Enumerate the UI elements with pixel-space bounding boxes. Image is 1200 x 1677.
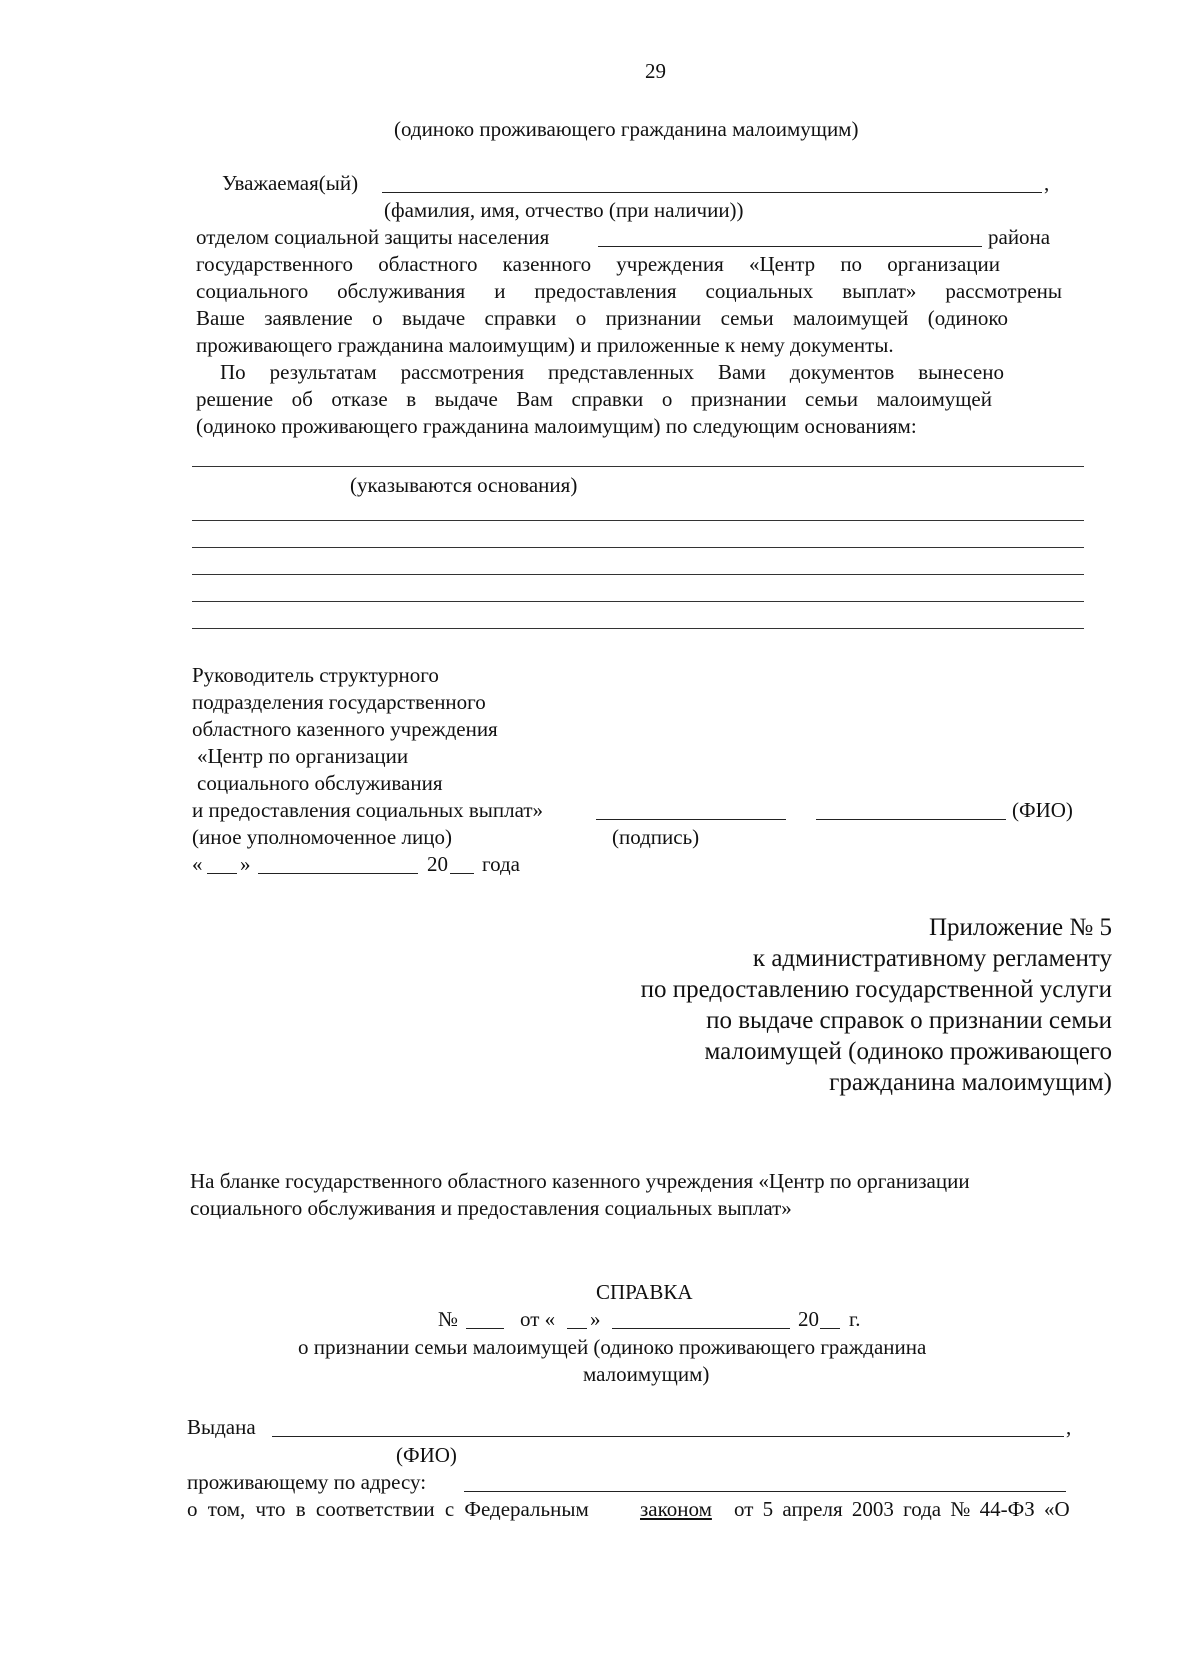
certificate-day-line [567,1328,587,1329]
issued-name-line [272,1436,1064,1437]
notice-subtitle: (одиноко проживающего гражданина малоимущим) [394,117,859,141]
signer-role-4: «Центр по организации [197,744,409,768]
signer-role-5: социального обслуживания [197,771,443,795]
issued-comma: , [1066,1415,1072,1439]
certificate-from-close: » [590,1307,601,1331]
address-line [464,1491,1066,1492]
recipient-name-line [382,192,1042,193]
certificate-from-label: от « [520,1307,556,1331]
address-label: проживающему по адресу: [187,1470,427,1494]
certificate-year-suffix: г. [849,1307,861,1331]
signer-role-1: Руководитель структурного [192,663,439,687]
notice-line-7: По результатам рассмотрения представленных Вами документов вынесено [220,360,1004,384]
year-prefix: 20 [427,852,448,876]
certificate-number-line [466,1328,504,1329]
dept-prefix: отделом социальной защиты населения [196,225,550,249]
letterhead-line-1: На бланке государственного областного казенного учреждения «Центр по организации [190,1169,970,1193]
dept-suffix: района [988,225,1051,249]
certificate-title: СПРАВКА [596,1280,693,1304]
salutation-comma: , [1044,171,1050,195]
year-suffix: года [482,852,520,876]
signer-role-7: (иное уполномоченное лицо) [192,825,452,849]
signature-line [596,819,786,820]
fio-hint: (фамилия, имя, отчество (при наличии)) [384,198,744,222]
appendix-line-2: по предоставлению государственной услуги [640,976,1112,1003]
signature-hint: (подпись) [612,825,700,849]
certificate-about-1: о признании семьи малоимущей (одиноко проживающего гражданина [298,1335,927,1359]
law-text-end: от 5 апреля 2003 года № 44-ФЗ «О [734,1497,1070,1521]
signer-fio-line [816,819,1006,820]
page-number: 29 [645,59,666,83]
notice-line-5: Ваше заявление о выдаче справки о признании семьи малоимущей (одиноко [196,306,1008,330]
year-line [450,873,474,874]
salutation: Уважаемая(ый) [222,171,359,195]
certificate-year-line [820,1328,840,1329]
certificate-about-2: малоимущим) [583,1362,710,1386]
issued-label: Выдана [187,1415,256,1439]
date-open-quote: « [192,852,203,876]
certificate-year-prefix: 20 [798,1307,819,1331]
signer-role-3: областного казенного учреждения [192,717,498,741]
notice-line-3: государственного областного казенного учреждения «Центр по организации [196,252,1000,276]
signer-fio-label: (ФИО) [1012,798,1073,822]
grounds-line-1 [192,466,1084,467]
signer-role-6: и предоставления социальных выплат» [192,798,544,822]
law-text-start: о том, что в соответствии с Федеральным [187,1497,589,1521]
appendix-line-5: гражданина малоимущим) [829,1069,1112,1096]
notice-line-6: проживающего гражданина малоимущим) и приложенные к нему документы. [196,333,894,357]
appendix-line-1: к административному регламенту [752,945,1112,972]
grounds-line-3 [192,547,1084,548]
certificate-no-label: № [438,1307,459,1331]
grounds-line-5 [192,601,1084,602]
date-day-line [207,873,237,874]
signer-role-2: подразделения государственного [192,690,486,714]
grounds-line-6 [192,628,1084,629]
certificate-month-line [612,1328,790,1329]
letterhead-line-2: социального обслуживания и предоставления социальных выплат» [190,1196,792,1220]
notice-line-8: решение об отказе в выдаче Вам справки о признании семьи малоимущей [196,387,992,411]
notice-line-4: социального обслуживания и предоставления социальных выплат» рассмотрены [196,279,1062,303]
grounds-line-4 [192,574,1084,575]
notice-line-9: (одиноко проживающего гражданина малоимущим) по следующим основаниям: [196,414,917,438]
grounds-line-2 [192,520,1084,521]
date-month-line [258,873,418,874]
issued-fio-hint: (ФИО) [396,1443,457,1467]
appendix-line-3: по выдаче справок о признании семьи [706,1007,1112,1034]
appendix-title: Приложение № 5 [928,914,1112,941]
grounds-hint: (указываются основания) [350,473,578,497]
date-close-quote: » [240,852,251,876]
appendix-line-4: малоимущей (одиноко проживающего [704,1038,1112,1065]
law-link[interactable]: законом [640,1497,712,1521]
district-name-line [598,246,982,247]
